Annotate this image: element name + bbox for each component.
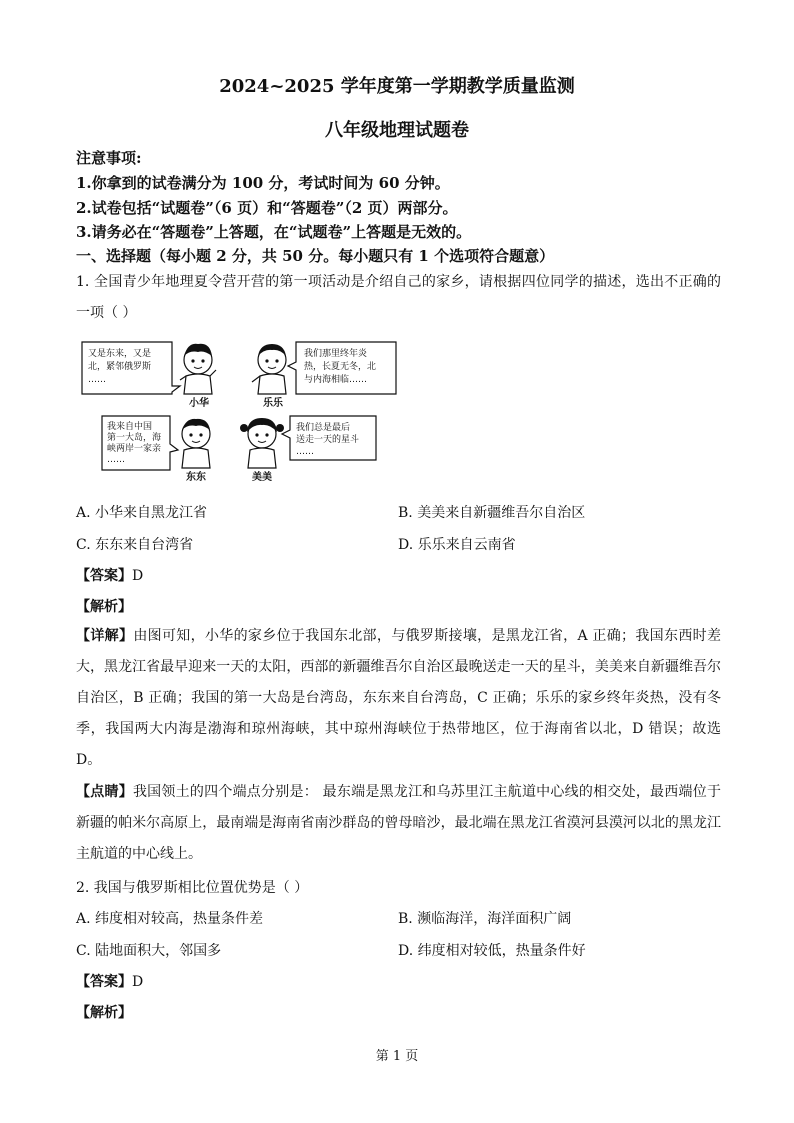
question-1-key-point bbox=[76, 777, 721, 870]
lele-line-3: 与内海相临…… bbox=[304, 375, 368, 385]
key-point-tag: 【点睛】 bbox=[76, 784, 133, 800]
question-1-option-c: C. 东东来自台湾省 bbox=[76, 537, 194, 553]
question-1-option-b: B. 美美来自新疆维吾尔自治区 bbox=[398, 505, 586, 521]
xiaohua-figure bbox=[180, 344, 216, 394]
meimei-speech-bubble bbox=[282, 416, 376, 460]
notice-item-3: 3.请务必在“答题卷”上答题，在“试题卷”上答题是无效的。 bbox=[76, 223, 472, 241]
question-1-option-a: A. 小华来自黑龙江省 bbox=[76, 505, 208, 521]
lele-name: 乐乐 bbox=[263, 398, 283, 409]
question-1-detail bbox=[76, 621, 721, 776]
xiaohua-name: 小华 bbox=[189, 398, 209, 409]
question-2-stem: 2. 我国与俄罗斯相比位置优势是（ ） bbox=[76, 880, 309, 896]
lele-line-1: 我们那里终年炎 bbox=[304, 349, 368, 359]
page-number: 第 1 页 bbox=[375, 1049, 419, 1064]
detail-text: 由图可知，小华的家乡位于我国东北部，与俄罗斯接壤，是黑龙江省，A 正确；我国东西时差大，黑龙江省最早迎来一天的太阳，西部的新疆维吾尔自治区最晚送走一天的星斗，美美来自新疆维吾尔自治区，B 正确；我国的第一大岛是台湾岛，东东来自台湾岛，C 正确；乐乐的家乡终年炎热，没有冬季，我国两大内海是渤海和琼州海峡，其中琼州海峡位于热带地区，位于海南省以北，D 错误；故选 D。 bbox=[76, 628, 721, 768]
meimei-figure bbox=[240, 418, 284, 468]
meimei-line-1: 我们总是最后 bbox=[296, 423, 351, 433]
question-2-option-d: D. 纬度相对较低，热量条件好 bbox=[398, 943, 586, 959]
xiaohua-line-1: 又是东来，又是 bbox=[88, 349, 152, 359]
question-1-analysis-tag: 【解析】 bbox=[76, 599, 132, 615]
exam-subtitle: 八年级地理试题卷 bbox=[325, 120, 469, 141]
xiaohua-line-2: 北，紧邻俄罗斯 bbox=[88, 362, 152, 372]
exam-title: 2024~2025 学年度第一学期教学质量监测 bbox=[219, 76, 575, 97]
notice-item-2: 2.试卷包括“试题卷”（6 页）和“答题卷”（2 页）两部分。 bbox=[76, 199, 458, 217]
students-cartoon bbox=[76, 336, 406, 486]
question-2-answer bbox=[76, 971, 143, 991]
section-heading: 一、选择题（每小题 2 分，共 50 分。每小题只有 1 个选项符合题意） bbox=[76, 247, 555, 265]
answer-tag: 【答案】 bbox=[76, 974, 132, 990]
question-2-option-a: A. 纬度相对较高，热量条件差 bbox=[76, 911, 264, 927]
dongdong-line-4: …… bbox=[107, 455, 125, 465]
answer-value: D bbox=[132, 568, 144, 584]
answer-tag: 【答案】 bbox=[76, 568, 132, 584]
lele-figure bbox=[252, 344, 286, 394]
xiaohua-speech-bubble bbox=[82, 342, 180, 394]
lele-line-2: 热，长夏无冬，北 bbox=[304, 362, 377, 372]
key-point-text: 我国领土的四个端点分别是： 最东端是黑龙江和乌苏里江主航道中心线的相交处，最西端位于新疆的帕米尔高原上，最南端是海南省南沙群岛的曾母暗沙，最北端在黑龙江省漠河县漠河以北的黑龙江主航道的中心线上。 bbox=[76, 784, 721, 862]
meimei-name: 美美 bbox=[252, 472, 272, 483]
lele-speech-bubble bbox=[288, 342, 396, 394]
dongdong-speech-bubble bbox=[102, 416, 178, 470]
question-2-option-b: B. 濒临海洋，海洋面积广阔 bbox=[398, 911, 572, 927]
meimei-line-2: 送走一天的星斗 bbox=[296, 435, 360, 445]
answer-value: D bbox=[132, 974, 144, 990]
dongdong-line-2: 第一大岛，海 bbox=[107, 433, 162, 443]
dongdong-line-3: 峡两岸一家亲 bbox=[107, 444, 162, 454]
question-2-option-c: C. 陆地面积大，邻国多 bbox=[76, 943, 222, 959]
dongdong-name: 东东 bbox=[186, 472, 206, 483]
question-1-stem: 1. 全国青少年地理夏令营开营的第一项活动是介绍自己的家乡，请根据四位同学的描述，选出不正确的一项（ ） bbox=[76, 274, 721, 321]
meimei-line-3: …… bbox=[296, 447, 314, 457]
question-1-option-d: D. 乐乐来自云南省 bbox=[398, 537, 516, 553]
xiaohua-line-3: …… bbox=[88, 375, 106, 385]
notice-item-1: 1.你拿到的试卷满分为 100 分，考试时间为 60 分钟。 bbox=[76, 174, 450, 192]
notice-heading: 注意事项: bbox=[76, 149, 142, 167]
dongdong-figure bbox=[182, 419, 210, 468]
question-1-answer bbox=[76, 565, 143, 585]
question-2-analysis-tag: 【解析】 bbox=[76, 1005, 132, 1021]
detail-tag: 【详解】 bbox=[76, 628, 134, 644]
dongdong-line-1: 我来自中国 bbox=[107, 422, 153, 432]
